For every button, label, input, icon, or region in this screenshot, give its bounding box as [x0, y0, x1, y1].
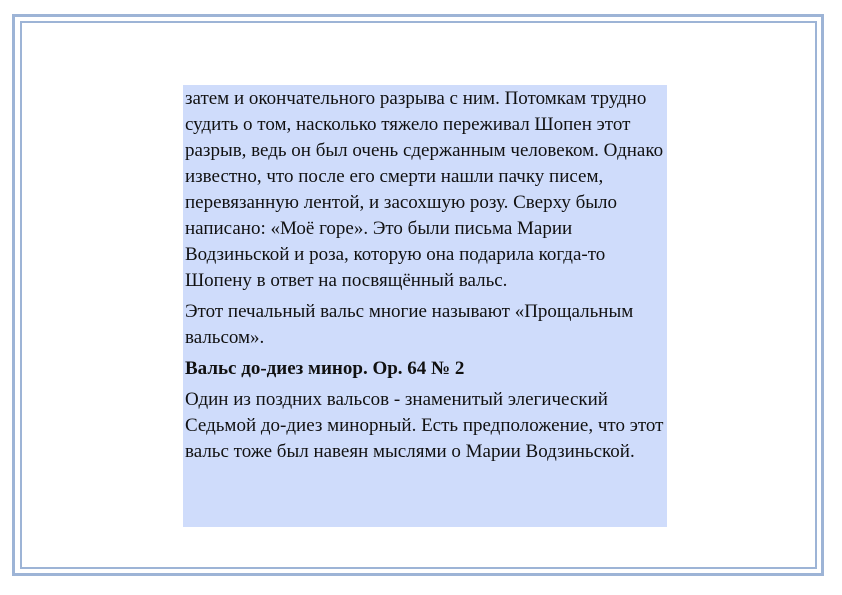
paragraph-farewell-story: затем и окончательного разрыва с ним. Потомкам трудно судить о том, насколько тяжело переживал Шопен этот разрыв, ведь он был очень сдержанным человеком. Однако известно, что после его смерти нашли пачку писем, перевязанную лентой, и засохшую розу. Сверху было написано: «Моё горе». Это были письма Марии Водзиньской и роза, которую она подарила когда-то Шопену в ответ на посвящённый вальс.: [185, 88, 664, 291]
text-block: [183, 85, 667, 527]
section-heading: Вальс до-диез минор. Ор. 64 № 2: [185, 358, 465, 379]
paragraph-seventh-waltz: Один из поздних вальсов - знаменитый элегический Седьмой до-диез минорный. Есть предположение, что этот вальс тоже был навеян мыслями о Марии Водзиньской.: [185, 389, 664, 462]
paragraph-farewell-waltz: Этот печальный вальс многие называют «Прощальным вальсом».: [185, 301, 634, 348]
